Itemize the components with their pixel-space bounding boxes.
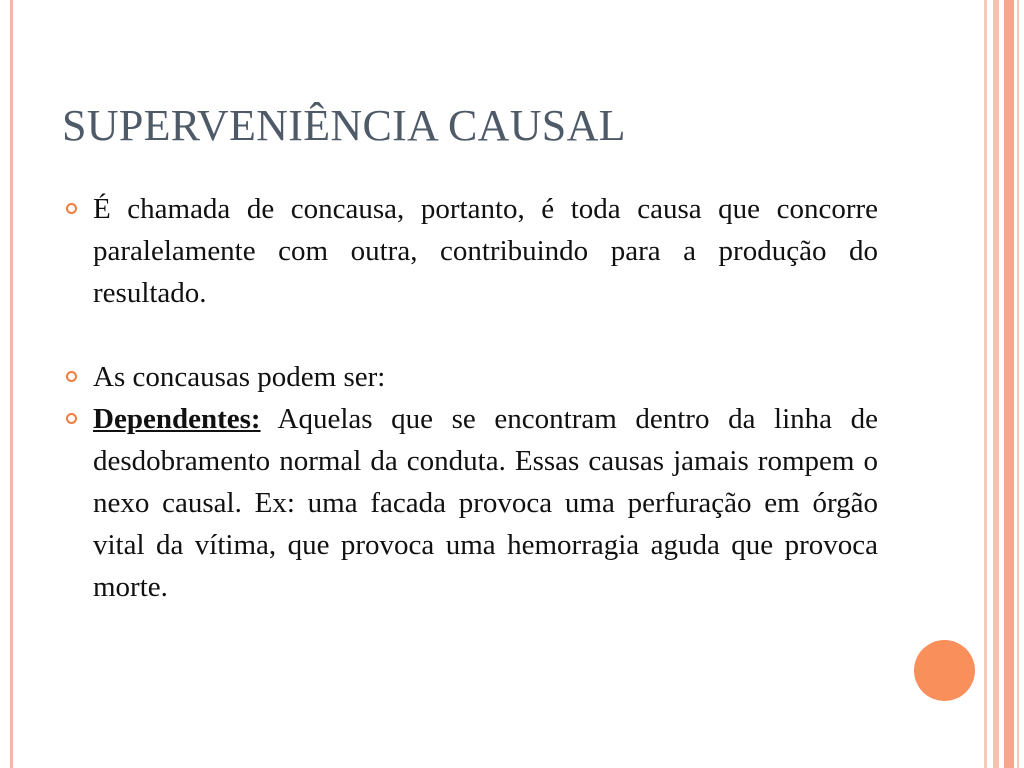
bullet-item bbox=[62, 356, 878, 398]
bullet-ring-icon bbox=[66, 371, 77, 382]
stripe bbox=[993, 0, 999, 768]
slide-title: SUPERVENIÊNCIA CAUSAL bbox=[62, 101, 626, 150]
decorative-circle bbox=[914, 640, 975, 701]
bullet-text: Aquelas que se encontram dentro da linha de desdobramento normal da conduta. Essas causas jamais rompem o nexo causal. Ex: uma facada provoca uma perfuração em órgão vital da vítima, que provoca uma hemorragia aguda que provoca morte. bbox=[93, 403, 878, 603]
bullet-text: As concausas podem ser: bbox=[93, 361, 386, 393]
stripe bbox=[1004, 0, 1014, 768]
bullet-ring-icon bbox=[66, 413, 77, 424]
stripe bbox=[1017, 0, 1019, 768]
bullet-item bbox=[62, 188, 878, 314]
bullet-ring-icon bbox=[66, 203, 77, 214]
slide-content bbox=[62, 188, 878, 608]
bullet-item bbox=[62, 398, 878, 608]
stripe bbox=[984, 0, 987, 768]
left-frame-line bbox=[10, 0, 13, 768]
right-decorative-stripes bbox=[979, 0, 1024, 768]
bullet-term: Dependentes: bbox=[93, 403, 261, 435]
bullet-text: É chamada de concausa, portanto, é toda causa que concorre paralelamente com outra, contribuindo para a produção do resultado. bbox=[93, 193, 878, 309]
